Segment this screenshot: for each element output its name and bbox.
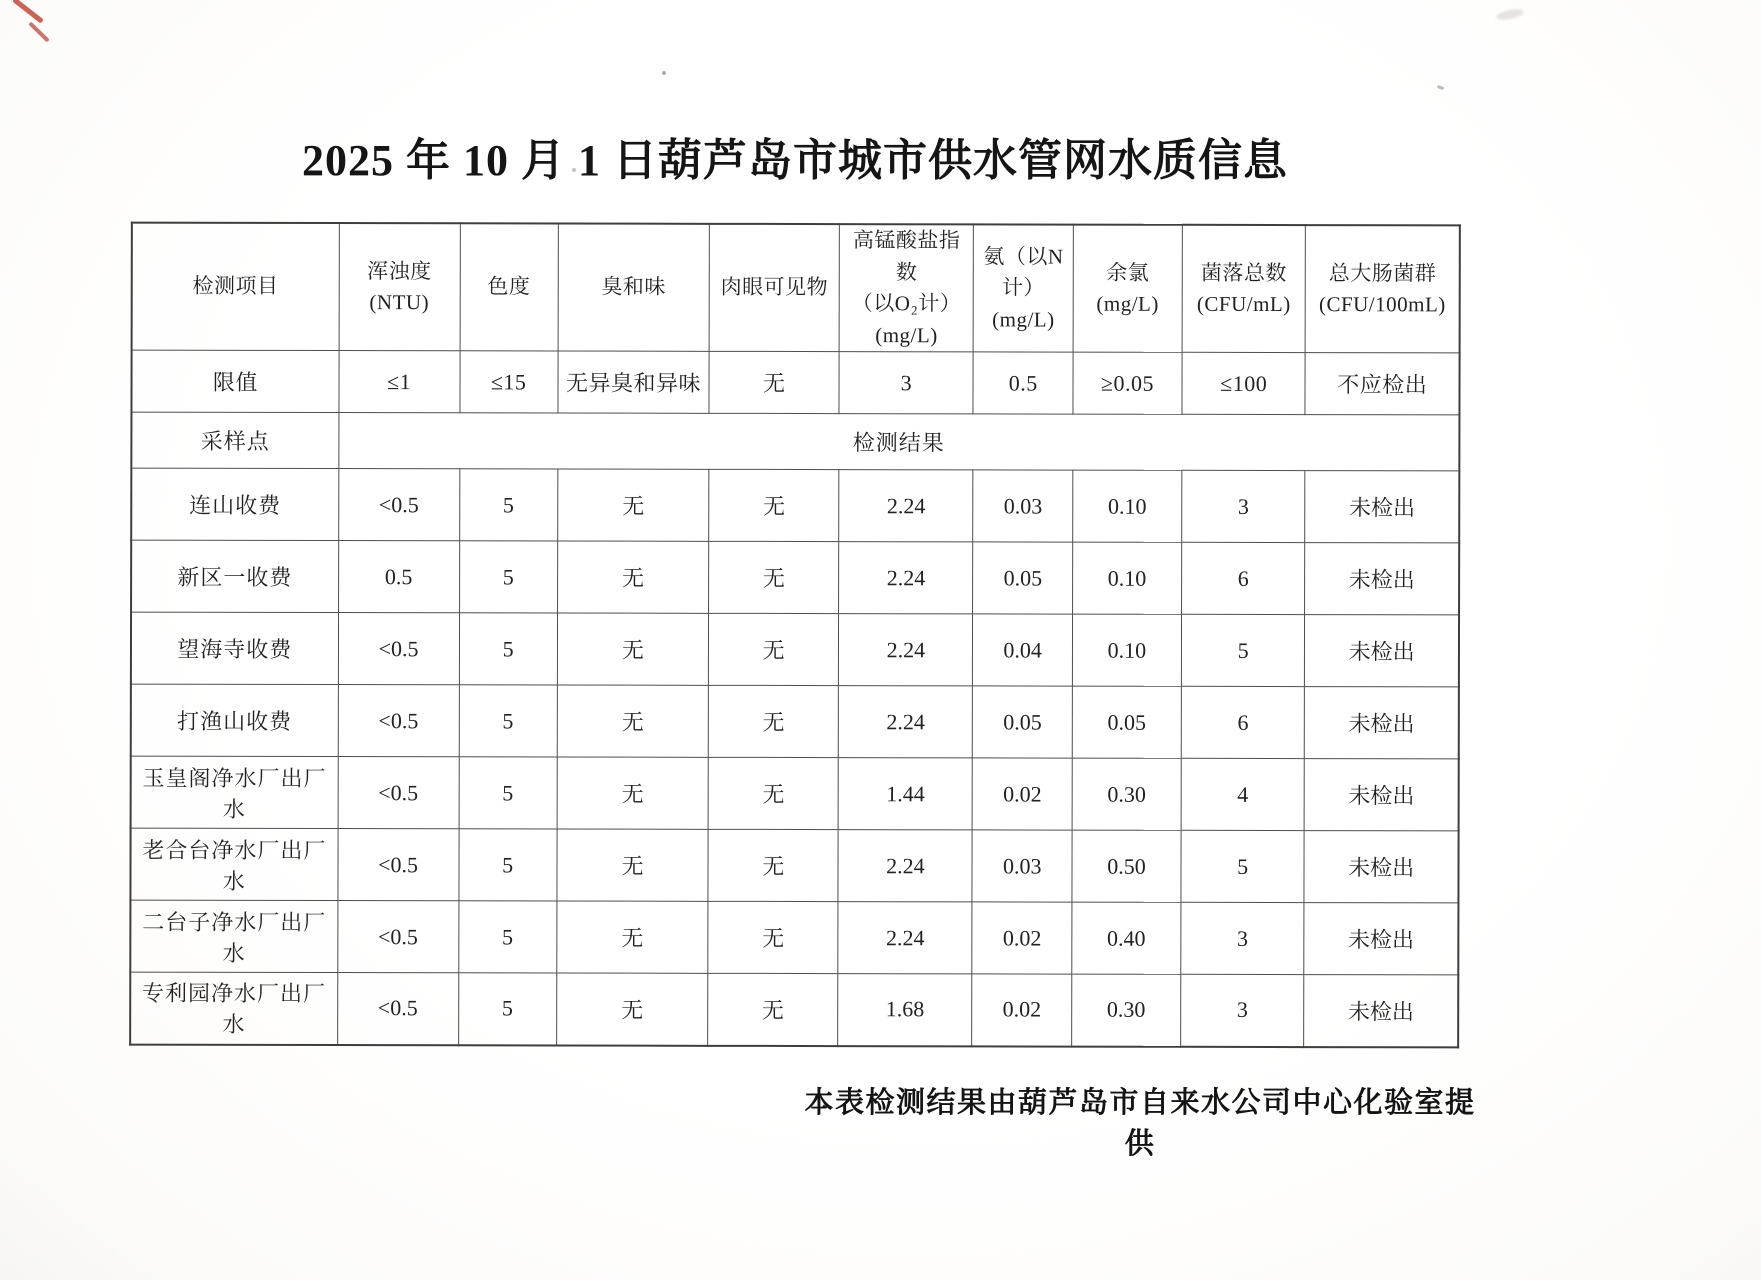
result-value-cell: 2.24 xyxy=(839,686,973,758)
column-header-turbidity: 浑浊度(NTU) xyxy=(339,223,460,351)
result-value-cell: 6 xyxy=(1181,542,1305,614)
result-value-cell: 5 xyxy=(459,613,557,685)
column-header-colony-count: 菌落总数 (CFU/mL) xyxy=(1182,225,1306,353)
red-pen-mark xyxy=(12,0,43,24)
site-name-cell: 新区一收费 xyxy=(131,540,338,612)
limit-value-cell: 无 xyxy=(709,351,839,413)
result-value-cell: 未检出 xyxy=(1304,831,1458,903)
result-value-cell: 0.05 xyxy=(1072,686,1181,758)
result-value-cell: 2.24 xyxy=(839,542,973,614)
result-value-cell: 2.24 xyxy=(838,830,972,902)
result-value-cell: 无 xyxy=(708,901,838,973)
table-row xyxy=(131,612,1459,687)
result-value-cell: 无 xyxy=(709,469,839,541)
result-value-cell: 0.02 xyxy=(972,974,1072,1046)
table-row xyxy=(131,468,1459,543)
result-value-cell: 无 xyxy=(708,829,838,901)
table-row xyxy=(131,540,1459,615)
site-name-cell: 二台子净水厂出厂水 xyxy=(130,900,337,972)
site-name-cell: 专利园净水厂出厂水 xyxy=(130,972,337,1044)
result-value-cell: 2.24 xyxy=(839,614,973,686)
result-value-cell: <0.5 xyxy=(337,973,458,1045)
result-value-cell: <0.5 xyxy=(338,469,459,541)
result-value-cell: 未检出 xyxy=(1304,903,1458,975)
result-value-cell: 0.02 xyxy=(972,902,1072,974)
site-name-cell: 连山收费 xyxy=(131,468,338,540)
result-value-cell: 未检出 xyxy=(1304,975,1458,1047)
limit-value-cell: ≤100 xyxy=(1182,352,1306,414)
limits-row xyxy=(131,350,1459,415)
sampling-point-row xyxy=(131,412,1459,471)
site-name-cell: 打渔山收费 xyxy=(131,684,338,756)
red-pen-mark xyxy=(28,22,49,43)
result-value-cell: 5 xyxy=(459,469,557,541)
result-value-cell: 未检出 xyxy=(1305,543,1459,615)
result-value-cell: 3 xyxy=(1181,974,1305,1046)
result-value-cell: 无 xyxy=(557,757,709,829)
result-value-cell: 1.68 xyxy=(838,974,972,1046)
test-results-merged-cell: 检测结果 xyxy=(339,413,1460,471)
result-value-cell: 未检出 xyxy=(1305,615,1459,687)
table-row xyxy=(131,684,1459,759)
result-value-cell: 0.40 xyxy=(1072,902,1181,974)
result-value-cell: 无 xyxy=(709,541,839,613)
result-value-cell: 无 xyxy=(557,541,709,613)
result-value-cell: 5 xyxy=(459,541,557,613)
result-value-cell: 无 xyxy=(709,613,839,685)
column-header-visible-matter: 肉眼可见物 xyxy=(709,224,839,352)
result-value-cell: 5 xyxy=(1181,830,1305,902)
table-row xyxy=(130,900,1458,975)
page-title: 2025 年 10 月 1 日葫芦岛市城市供水管网水质信息 xyxy=(302,136,1288,185)
site-name-cell: 望海寺收费 xyxy=(131,612,338,684)
result-value-cell: 无 xyxy=(557,685,709,757)
column-header-permanganate-index: 高锰酸盐指数 （以O₂计） (mg/L) xyxy=(839,224,973,352)
result-value-cell: 无 xyxy=(708,685,838,757)
result-value-cell: 5 xyxy=(458,901,556,973)
column-header-total-coliform: 总大肠菌群 (CFU/100mL) xyxy=(1305,225,1459,353)
column-header-test-item: 检测项目 xyxy=(132,223,339,351)
result-value-cell: 0.30 xyxy=(1072,974,1181,1046)
water-quality-table xyxy=(129,222,1461,1048)
result-value-cell: 2.24 xyxy=(838,902,972,974)
result-value-cell: 0.05 xyxy=(973,542,1073,614)
result-value-cell: 无 xyxy=(557,469,709,541)
site-name-cell: 老合台净水厂出厂水 xyxy=(130,828,337,900)
result-value-cell: 3 xyxy=(1181,902,1305,974)
result-value-cell: 未检出 xyxy=(1305,687,1459,759)
limit-value-cell: 无异臭和异味 xyxy=(558,351,710,413)
limit-value-cell: 3 xyxy=(839,352,973,414)
result-value-cell: 0.05 xyxy=(973,686,1073,758)
footer-note: 本表检测结果由葫芦岛市自来水公司中心化验室提供 xyxy=(804,1087,1476,1160)
scan-speck xyxy=(662,71,666,75)
result-value-cell: 0.10 xyxy=(1073,542,1182,614)
result-value-cell: 2.24 xyxy=(839,470,973,542)
result-value-cell: 1.44 xyxy=(838,758,972,830)
result-value-cell: 0.03 xyxy=(973,470,1073,542)
limit-value-cell: ≤15 xyxy=(459,351,557,413)
column-header-ammonia: 氨（以N计） (mg/L) xyxy=(974,224,1074,352)
limit-value-cell: ≤1 xyxy=(339,351,460,413)
limit-value-cell: 不应检出 xyxy=(1305,353,1459,415)
result-value-cell: 5 xyxy=(458,829,556,901)
result-value-cell: 0.50 xyxy=(1072,830,1181,902)
result-value-cell: 6 xyxy=(1181,686,1305,758)
limit-value-cell: ≥0.05 xyxy=(1073,352,1182,414)
result-value-cell: 4 xyxy=(1181,758,1305,830)
result-value-cell: <0.5 xyxy=(338,829,459,901)
result-value-cell: 无 xyxy=(557,901,709,973)
sampling-point-label: 采样点 xyxy=(131,412,338,468)
result-value-cell: 5 xyxy=(459,685,557,757)
result-value-cell: 0.10 xyxy=(1072,614,1181,686)
result-value-cell: 5 xyxy=(458,973,556,1045)
column-header-odor-taste: 臭和味 xyxy=(558,224,710,352)
result-value-cell: <0.5 xyxy=(338,613,459,685)
site-name-cell: 玉皇阁净水厂出厂水 xyxy=(131,756,338,828)
limits-row-label: 限值 xyxy=(131,350,338,412)
table-row xyxy=(130,828,1458,903)
scan-smudge xyxy=(1495,7,1524,22)
result-value-cell: 无 xyxy=(557,613,709,685)
result-value-cell: <0.5 xyxy=(337,901,458,973)
result-value-cell: <0.5 xyxy=(338,757,459,829)
table-row xyxy=(130,972,1458,1047)
result-value-cell: 5 xyxy=(459,757,557,829)
result-value-cell: 无 xyxy=(708,973,838,1045)
result-value-cell: 0.5 xyxy=(338,541,459,613)
result-value-cell: 0.10 xyxy=(1073,470,1182,542)
result-value-cell: 5 xyxy=(1181,614,1305,686)
table-row xyxy=(131,756,1459,831)
table-header-row xyxy=(132,223,1460,353)
result-value-cell: 未检出 xyxy=(1304,759,1458,831)
result-value-cell: 无 xyxy=(708,757,838,829)
limit-value-cell: 0.5 xyxy=(973,352,1073,414)
result-value-cell: 0.04 xyxy=(973,614,1073,686)
result-value-cell: <0.5 xyxy=(338,685,459,757)
column-header-residual-chlorine: 余氯 (mg/L) xyxy=(1073,225,1182,353)
result-value-cell: 0.02 xyxy=(973,758,1073,830)
result-value-cell: 未检出 xyxy=(1305,471,1459,543)
column-header-color: 色度 xyxy=(460,223,559,351)
result-value-cell: 3 xyxy=(1182,470,1306,542)
scan-speck xyxy=(1437,85,1445,90)
result-value-cell: 无 xyxy=(557,829,709,901)
result-value-cell: 0.30 xyxy=(1072,758,1181,830)
result-value-cell: 无 xyxy=(556,973,708,1045)
result-value-cell: 0.03 xyxy=(972,830,1072,902)
